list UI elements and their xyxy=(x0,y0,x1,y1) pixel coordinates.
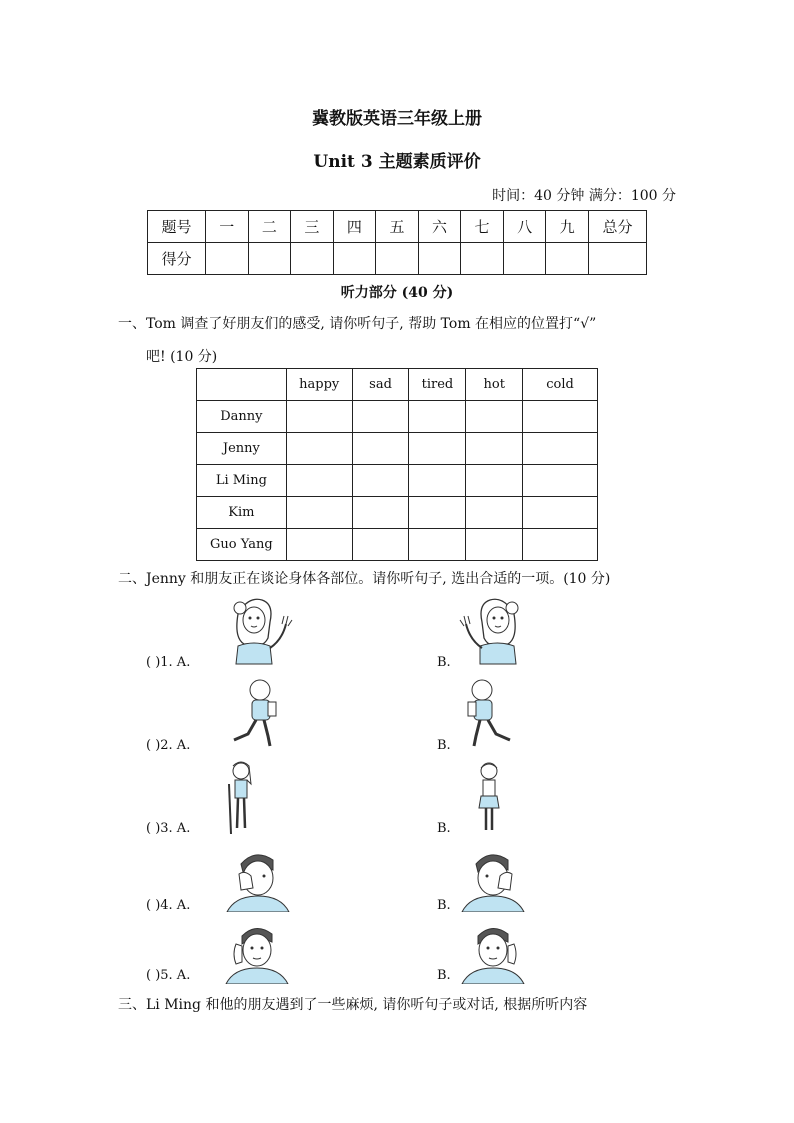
girl-waving-left-image[interactable] xyxy=(224,594,296,670)
feelings-name-cell: Li Ming xyxy=(197,465,287,497)
check-cell[interactable] xyxy=(523,401,598,433)
q2-instruction: 二、Jenny 和朋友正在谈论身体各部位。请你听句子, 选出合适的一项。(10 分) xyxy=(118,571,611,587)
feelings-table xyxy=(196,368,598,561)
q2-item3-label: ( )3. A. xyxy=(146,821,191,836)
check-cell[interactable] xyxy=(523,497,598,529)
score-cell[interactable] xyxy=(291,243,334,275)
feelings-name-cell: Jenny xyxy=(197,433,287,465)
score-header-cell: 六 xyxy=(418,211,461,243)
check-cell[interactable] xyxy=(523,465,598,497)
score-cell[interactable] xyxy=(589,243,647,275)
girl-standing-image[interactable] xyxy=(471,760,507,836)
score-header-cell: 八 xyxy=(503,211,546,243)
table-row xyxy=(197,433,598,465)
check-cell[interactable] xyxy=(466,465,523,497)
score-header-cell: 四 xyxy=(333,211,376,243)
q2-item5-option-b: B. xyxy=(437,968,451,983)
check-cell[interactable] xyxy=(286,433,352,465)
score-cell[interactable] xyxy=(248,243,291,275)
feelings-header-cell: happy xyxy=(286,369,352,401)
feelings-header-cell: hot xyxy=(466,369,523,401)
feelings-name-cell: Kim xyxy=(197,497,287,529)
q2-item4-option-b: B. xyxy=(437,898,451,913)
time-info: 时间：40 分钟 满分：100 分 xyxy=(492,188,676,204)
feelings-name-cell: Danny xyxy=(197,401,287,433)
page-title: 冀教版英语三年级上册 xyxy=(312,109,482,129)
q2-item1-label: ( )1. A. xyxy=(146,655,191,670)
check-cell[interactable] xyxy=(409,529,466,561)
check-cell[interactable] xyxy=(286,497,352,529)
check-cell[interactable] xyxy=(466,401,523,433)
score-table xyxy=(147,210,647,275)
page-subtitle: Unit 3 主题素质评价 xyxy=(313,152,481,172)
score-header-cell: 九 xyxy=(546,211,589,243)
score-header-cell: 一 xyxy=(206,211,249,243)
q2-item1-option-b: B. xyxy=(437,655,451,670)
check-cell[interactable] xyxy=(409,433,466,465)
man-covering-eye-right-image[interactable] xyxy=(460,848,526,912)
feelings-header-cell: tired xyxy=(409,369,466,401)
score-row-label: 得分 xyxy=(148,243,206,275)
score-header-cell: 三 xyxy=(291,211,334,243)
q1-instruction-line1: 一、Tom 调查了好朋友们的感受, 请你听句子, 帮助 Tom 在相应的位置打“√” xyxy=(118,316,597,332)
check-cell[interactable] xyxy=(352,401,409,433)
q2-item4-label: ( )4. A. xyxy=(146,898,191,913)
q1-instruction-line2: 吧! (10 分) xyxy=(146,349,218,365)
score-header-cell: 题号 xyxy=(148,211,206,243)
score-header-cell: 二 xyxy=(248,211,291,243)
check-cell[interactable] xyxy=(523,433,598,465)
table-row xyxy=(197,465,598,497)
score-cell[interactable] xyxy=(333,243,376,275)
check-cell[interactable] xyxy=(352,497,409,529)
table-row xyxy=(197,401,598,433)
check-cell[interactable] xyxy=(352,465,409,497)
score-table-header-row xyxy=(148,211,647,243)
table-row xyxy=(197,497,598,529)
check-cell[interactable] xyxy=(286,465,352,497)
check-cell[interactable] xyxy=(466,529,523,561)
section-heading-listening: 听力部分 (40 分) xyxy=(340,285,454,301)
q2-item2-option-b: B. xyxy=(437,738,451,753)
score-cell[interactable] xyxy=(376,243,419,275)
check-cell[interactable] xyxy=(409,497,466,529)
q2-item2-label: ( )2. A. xyxy=(146,738,191,753)
boy-kicking-right-image[interactable] xyxy=(460,678,516,750)
score-header-cell: 总分 xyxy=(589,211,647,243)
table-row xyxy=(197,529,598,561)
score-table-score-row xyxy=(148,243,647,275)
check-cell[interactable] xyxy=(466,497,523,529)
check-cell[interactable] xyxy=(466,433,523,465)
check-cell[interactable] xyxy=(286,529,352,561)
check-cell[interactable] xyxy=(409,401,466,433)
man-touching-ear-left-image[interactable] xyxy=(224,922,290,984)
check-cell[interactable] xyxy=(286,401,352,433)
score-header-cell: 五 xyxy=(376,211,419,243)
check-cell[interactable] xyxy=(352,433,409,465)
man-covering-eye-left-image[interactable] xyxy=(225,848,291,912)
girl-with-crutch-image[interactable] xyxy=(223,760,259,836)
man-touching-ear-right-image[interactable] xyxy=(460,922,526,984)
boy-kicking-left-image[interactable] xyxy=(228,678,284,750)
q2-item5-label: ( )5. A. xyxy=(146,968,191,983)
score-cell[interactable] xyxy=(546,243,589,275)
girl-waving-right-image[interactable] xyxy=(456,594,528,670)
score-cell[interactable] xyxy=(503,243,546,275)
check-cell[interactable] xyxy=(409,465,466,497)
score-cell[interactable] xyxy=(206,243,249,275)
score-header-cell: 七 xyxy=(461,211,504,243)
feelings-header-cell xyxy=(197,369,287,401)
feelings-header-cell: cold xyxy=(523,369,598,401)
q2-item3-option-b: B. xyxy=(437,821,451,836)
score-cell[interactable] xyxy=(461,243,504,275)
q3-instruction: 三、Li Ming 和他的朋友遇到了一些麻烦, 请你听句子或对话, 根据所听内容 xyxy=(118,997,588,1013)
score-cell[interactable] xyxy=(418,243,461,275)
feelings-name-cell: Guo Yang xyxy=(197,529,287,561)
check-cell[interactable] xyxy=(523,529,598,561)
feelings-header-row xyxy=(197,369,598,401)
feelings-header-cell: sad xyxy=(352,369,409,401)
check-cell[interactable] xyxy=(352,529,409,561)
